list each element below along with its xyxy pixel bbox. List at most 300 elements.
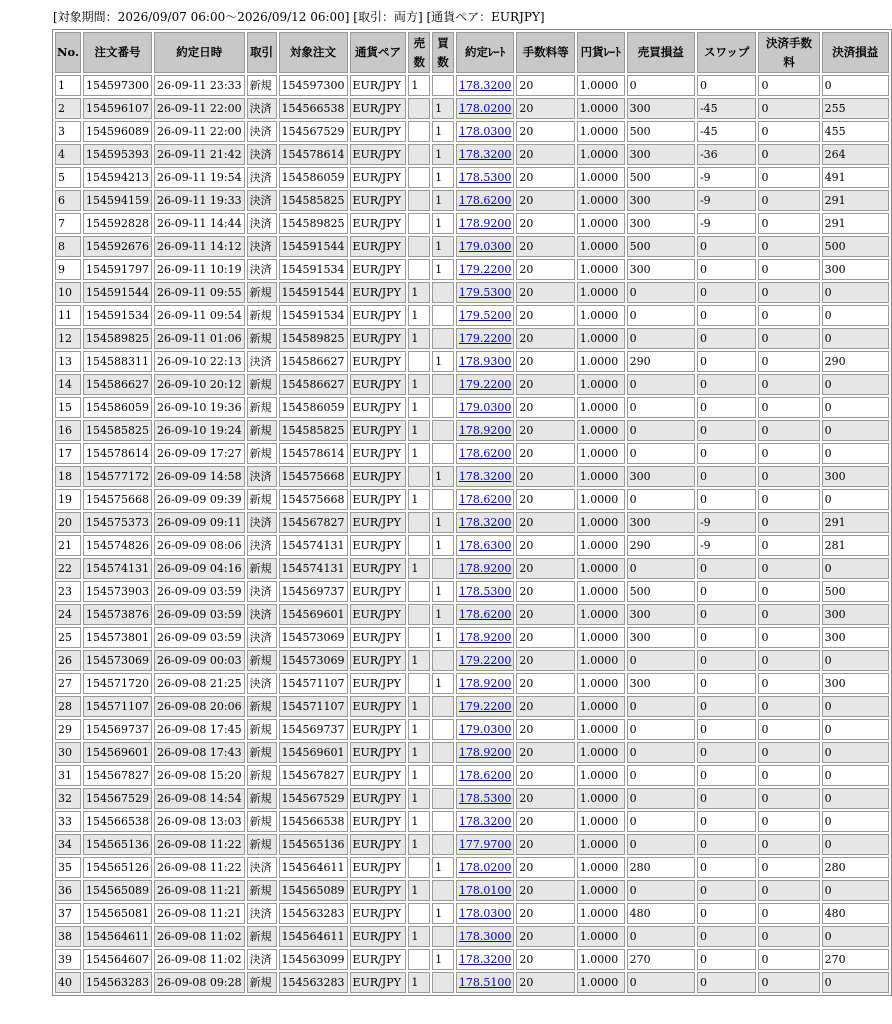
cell-no: 11 (55, 305, 81, 326)
cell-exec-datetime: 26-09-09 03:59 (154, 604, 245, 625)
cell-sell-qty: 1 (408, 328, 430, 349)
exec-rate-link[interactable]: 178.9200 (458, 424, 512, 437)
col-header-buy-qty: 買数 (432, 32, 454, 73)
exec-rate-link[interactable]: 179.0300 (458, 401, 512, 414)
cell-exec-datetime: 26-09-11 23:33 (154, 75, 245, 96)
exec-rate-link[interactable]: 178.0200 (458, 861, 512, 874)
cell-settle-pl: 0 (822, 696, 889, 717)
cell-exec-rate (456, 535, 515, 556)
cell-trade-type: 決済 (247, 627, 277, 648)
exec-rate-link[interactable]: 179.2200 (458, 378, 512, 391)
cell-swap: -9 (697, 535, 757, 556)
col-header-no: No. (55, 32, 81, 73)
cell-jpy-rate: 1.0000 (577, 811, 625, 832)
cell-swap: 0 (697, 972, 757, 993)
cell-settle-pl: 270 (822, 949, 889, 970)
cell-trade-type: 決済 (247, 144, 277, 165)
cell-sell-qty: 1 (408, 397, 430, 418)
table-row (55, 121, 889, 142)
table-row (55, 834, 889, 855)
exec-rate-link[interactable]: 178.3200 (458, 79, 512, 92)
cell-fees: 20 (516, 167, 574, 188)
cell-trade-type: 新規 (247, 75, 277, 96)
cell-swap: 0 (697, 788, 757, 809)
exec-rate-link[interactable]: 178.9300 (458, 355, 512, 368)
table-row (55, 213, 889, 234)
cell-currency-pair: EUR/JPY (350, 351, 407, 372)
cell-settle-pl: 0 (822, 443, 889, 464)
cell-sell-qty (408, 121, 430, 142)
cell-jpy-rate: 1.0000 (577, 742, 625, 763)
exec-rate-link[interactable]: 179.2200 (458, 332, 512, 345)
cell-order-id: 154575373 (83, 512, 152, 533)
cell-fees: 20 (516, 650, 574, 671)
cell-buy-qty: 1 (432, 627, 454, 648)
cell-no: 13 (55, 351, 81, 372)
cell-trade-pl: 0 (627, 742, 695, 763)
cell-currency-pair: EUR/JPY (350, 581, 407, 602)
exec-rate-link[interactable]: 178.9200 (458, 677, 512, 690)
exec-rate-link[interactable]: 178.6200 (458, 447, 512, 460)
cell-currency-pair: EUR/JPY (350, 926, 407, 947)
cell-target-order: 154591534 (279, 305, 348, 326)
cell-jpy-rate: 1.0000 (577, 305, 625, 326)
cell-settle-pl: 300 (822, 604, 889, 625)
cell-order-id: 154565126 (83, 857, 152, 878)
cell-settle-pl: 0 (822, 420, 889, 441)
cell-exec-datetime: 26-09-11 10:19 (154, 259, 245, 280)
cell-buy-qty: 1 (432, 512, 454, 533)
exec-rate-link[interactable]: 178.0200 (458, 102, 512, 115)
cell-target-order: 154569737 (279, 581, 348, 602)
cell-fees: 20 (516, 282, 574, 303)
cell-exec-datetime: 26-09-09 03:59 (154, 581, 245, 602)
cell-fees: 20 (516, 788, 574, 809)
exec-rate-link[interactable]: 178.3200 (458, 815, 512, 828)
cell-settle-pl: 480 (822, 903, 889, 924)
cell-swap: -45 (697, 121, 757, 142)
table-row (55, 811, 889, 832)
cell-fees: 20 (516, 75, 574, 96)
table-row (55, 167, 889, 188)
cell-order-id: 154563283 (83, 972, 152, 993)
cell-trade-type: 決済 (247, 236, 277, 257)
cell-jpy-rate: 1.0000 (577, 144, 625, 165)
cell-buy-qty: 1 (432, 604, 454, 625)
exec-rate-link[interactable]: 179.2200 (458, 263, 512, 276)
exec-rate-link[interactable]: 178.0300 (458, 907, 512, 920)
cell-buy-qty: 1 (432, 351, 454, 372)
cell-currency-pair: EUR/JPY (350, 98, 407, 119)
cell-currency-pair: EUR/JPY (350, 880, 407, 901)
exec-rate-link[interactable]: 177.9700 (458, 838, 512, 851)
table-row (55, 926, 889, 947)
cell-settle-pl: 500 (822, 236, 889, 257)
cell-currency-pair: EUR/JPY (350, 788, 407, 809)
cell-order-id: 154594159 (83, 190, 152, 211)
table-row (55, 512, 889, 533)
cell-buy-qty: 1 (432, 903, 454, 924)
cell-order-id: 154574826 (83, 535, 152, 556)
cell-exec-datetime: 26-09-08 20:06 (154, 696, 245, 717)
cell-no: 6 (55, 190, 81, 211)
cell-order-id: 154571720 (83, 673, 152, 694)
cell-jpy-rate: 1.0000 (577, 259, 625, 280)
cell-sell-qty: 1 (408, 696, 430, 717)
cell-settle-fee: 0 (758, 811, 819, 832)
cell-jpy-rate: 1.0000 (577, 926, 625, 947)
cell-exec-datetime: 26-09-10 22:13 (154, 351, 245, 372)
cell-swap: 0 (697, 834, 757, 855)
cell-exec-datetime: 26-09-09 17:27 (154, 443, 245, 464)
cell-sell-qty: 1 (408, 558, 430, 579)
cell-trade-pl: 0 (627, 75, 695, 96)
cell-no: 28 (55, 696, 81, 717)
cell-exec-datetime: 26-09-08 15:20 (154, 765, 245, 786)
cell-settle-fee: 0 (758, 627, 819, 648)
cell-trade-type: 決済 (247, 604, 277, 625)
exec-rate-link[interactable]: 179.5300 (458, 286, 512, 299)
cell-exec-rate (456, 765, 515, 786)
cell-sell-qty: 1 (408, 719, 430, 740)
exec-rate-link[interactable]: 178.9200 (458, 562, 512, 575)
cell-target-order: 154567827 (279, 765, 348, 786)
cell-exec-rate (456, 719, 515, 740)
cell-exec-datetime: 26-09-11 19:33 (154, 190, 245, 211)
exec-rate-link[interactable]: 178.6200 (458, 194, 512, 207)
cell-jpy-rate: 1.0000 (577, 903, 625, 924)
cell-order-id: 154567529 (83, 788, 152, 809)
cell-sell-qty: 1 (408, 811, 430, 832)
filter-summary: [対象期間：2026/09/07 06:00〜2026/09/12 06:00] [取引：両方] [通貨ペア：EURJPY] (53, 10, 545, 24)
col-header-trade-pl: 売買損益 (627, 32, 695, 73)
cell-exec-datetime: 26-09-08 17:43 (154, 742, 245, 763)
cell-exec-rate (456, 98, 515, 119)
table-row (55, 604, 889, 625)
cell-settle-fee: 0 (758, 443, 819, 464)
cell-jpy-rate: 1.0000 (577, 581, 625, 602)
table-row (55, 259, 889, 280)
cell-currency-pair: EUR/JPY (350, 834, 407, 855)
cell-swap: -36 (697, 144, 757, 165)
cell-trade-pl: 0 (627, 972, 695, 993)
cell-jpy-rate: 1.0000 (577, 834, 625, 855)
cell-order-id: 154592676 (83, 236, 152, 257)
exec-rate-link[interactable]: 179.2200 (458, 654, 512, 667)
cell-no: 27 (55, 673, 81, 694)
cell-target-order: 154591544 (279, 282, 348, 303)
cell-swap: 0 (697, 466, 757, 487)
cell-trade-type: 新規 (247, 765, 277, 786)
cell-jpy-rate: 1.0000 (577, 466, 625, 487)
cell-trade-pl: 0 (627, 328, 695, 349)
cell-no: 20 (55, 512, 81, 533)
cell-exec-datetime: 26-09-11 21:42 (154, 144, 245, 165)
cell-trade-pl: 300 (627, 627, 695, 648)
cell-sell-qty: 1 (408, 880, 430, 901)
cell-settle-fee: 0 (758, 742, 819, 763)
cell-sell-qty (408, 581, 430, 602)
cell-sell-qty: 1 (408, 972, 430, 993)
cell-sell-qty (408, 351, 430, 372)
cell-exec-rate (456, 696, 515, 717)
exec-rate-link[interactable]: 178.5300 (458, 792, 512, 805)
cell-exec-rate (456, 213, 515, 234)
cell-jpy-rate: 1.0000 (577, 558, 625, 579)
exec-rate-link[interactable]: 178.9200 (458, 217, 512, 230)
cell-target-order: 154586627 (279, 374, 348, 395)
table-row (55, 144, 889, 165)
cell-fees: 20 (516, 236, 574, 257)
table-row (55, 374, 889, 395)
cell-currency-pair: EUR/JPY (350, 213, 407, 234)
cell-currency-pair: EUR/JPY (350, 673, 407, 694)
cell-trade-type: 決済 (247, 466, 277, 487)
cell-buy-qty: 1 (432, 535, 454, 556)
cell-currency-pair: EUR/JPY (350, 719, 407, 740)
cell-settle-fee: 0 (758, 75, 819, 96)
table-row (55, 282, 889, 303)
cell-currency-pair: EUR/JPY (350, 282, 407, 303)
cell-exec-datetime: 26-09-09 14:58 (154, 466, 245, 487)
cell-trade-pl: 300 (627, 512, 695, 533)
cell-order-id: 154596107 (83, 98, 152, 119)
cell-exec-rate (456, 627, 515, 648)
cell-buy-qty (432, 834, 454, 855)
cell-jpy-rate: 1.0000 (577, 949, 625, 970)
cell-jpy-rate: 1.0000 (577, 282, 625, 303)
cell-swap: 0 (697, 305, 757, 326)
cell-fees: 20 (516, 98, 574, 119)
cell-no: 9 (55, 259, 81, 280)
cell-trade-type: 新規 (247, 742, 277, 763)
cell-settle-pl: 291 (822, 512, 889, 533)
cell-settle-pl: 0 (822, 75, 889, 96)
cell-fees: 20 (516, 374, 574, 395)
cell-target-order: 154591534 (279, 259, 348, 280)
cell-fees: 20 (516, 443, 574, 464)
table-row (55, 397, 889, 418)
exec-rate-link[interactable]: 178.3000 (458, 930, 512, 943)
cell-no: 15 (55, 397, 81, 418)
cell-no: 3 (55, 121, 81, 142)
cell-swap: 0 (697, 604, 757, 625)
cell-buy-qty (432, 926, 454, 947)
table-row (55, 190, 889, 211)
cell-exec-datetime: 26-09-10 19:24 (154, 420, 245, 441)
cell-trade-pl: 0 (627, 489, 695, 510)
cell-swap: 0 (697, 351, 757, 372)
cell-jpy-rate: 1.0000 (577, 857, 625, 878)
exec-rate-link[interactable]: 178.3200 (458, 148, 512, 161)
cell-fees: 20 (516, 811, 574, 832)
cell-no: 29 (55, 719, 81, 740)
cell-target-order: 154571107 (279, 673, 348, 694)
cell-target-order: 154563283 (279, 903, 348, 924)
cell-fees: 20 (516, 466, 574, 487)
cell-swap: 0 (697, 650, 757, 671)
cell-trade-pl: 500 (627, 236, 695, 257)
cell-settle-fee: 0 (758, 351, 819, 372)
cell-trade-type: 新規 (247, 420, 277, 441)
cell-swap: 0 (697, 719, 757, 740)
cell-no: 21 (55, 535, 81, 556)
cell-buy-qty (432, 489, 454, 510)
exec-rate-link[interactable]: 178.6200 (458, 769, 512, 782)
table-row (55, 788, 889, 809)
cell-order-id: 154564607 (83, 949, 152, 970)
cell-swap: 0 (697, 374, 757, 395)
cell-exec-rate (456, 834, 515, 855)
exec-rate-link[interactable]: 178.3200 (458, 953, 512, 966)
cell-sell-qty: 1 (408, 788, 430, 809)
cell-target-order: 154567529 (279, 121, 348, 142)
cell-exec-rate (456, 190, 515, 211)
exec-rate-link[interactable]: 179.0300 (458, 240, 512, 253)
cell-settle-pl: 0 (822, 282, 889, 303)
exec-rate-link[interactable]: 178.3200 (458, 470, 512, 483)
cell-order-id: 154596089 (83, 121, 152, 142)
exec-rate-link[interactable]: 178.9200 (458, 746, 512, 759)
cell-currency-pair: EUR/JPY (350, 374, 407, 395)
cell-target-order: 154574131 (279, 535, 348, 556)
cell-trade-pl: 0 (627, 443, 695, 464)
cell-exec-rate (456, 466, 515, 487)
cell-sell-qty (408, 167, 430, 188)
cell-settle-pl: 290 (822, 351, 889, 372)
exec-rate-link[interactable]: 178.5100 (458, 976, 512, 989)
cell-settle-pl: 0 (822, 558, 889, 579)
cell-exec-datetime: 26-09-11 14:44 (154, 213, 245, 234)
cell-settle-fee: 0 (758, 190, 819, 211)
cell-jpy-rate: 1.0000 (577, 397, 625, 418)
cell-settle-fee: 0 (758, 328, 819, 349)
cell-swap: 0 (697, 558, 757, 579)
table-row (55, 972, 889, 993)
cell-exec-rate (456, 558, 515, 579)
exec-rate-link[interactable]: 178.5300 (458, 171, 512, 184)
cell-trade-pl: 280 (627, 857, 695, 878)
cell-sell-qty (408, 604, 430, 625)
cell-settle-fee: 0 (758, 581, 819, 602)
cell-target-order: 154569737 (279, 719, 348, 740)
cell-settle-fee: 0 (758, 673, 819, 694)
cell-order-id: 154573069 (83, 650, 152, 671)
exec-rate-link[interactable]: 178.6200 (458, 493, 512, 506)
exec-rate-link[interactable]: 178.6300 (458, 539, 512, 552)
cell-exec-datetime: 26-09-08 13:03 (154, 811, 245, 832)
cell-currency-pair: EUR/JPY (350, 190, 407, 211)
cell-buy-qty: 1 (432, 949, 454, 970)
cell-sell-qty: 1 (408, 765, 430, 786)
cell-sell-qty (408, 98, 430, 119)
cell-settle-fee: 0 (758, 236, 819, 257)
cell-buy-qty (432, 719, 454, 740)
cell-fees: 20 (516, 765, 574, 786)
cell-jpy-rate: 1.0000 (577, 121, 625, 142)
cell-target-order: 154589825 (279, 328, 348, 349)
cell-swap: 0 (697, 696, 757, 717)
cell-no: 19 (55, 489, 81, 510)
cell-currency-pair: EUR/JPY (350, 604, 407, 625)
cell-trade-pl: 0 (627, 558, 695, 579)
cell-swap: 0 (697, 236, 757, 257)
exec-rate-link[interactable]: 178.0300 (458, 125, 512, 138)
cell-currency-pair: EUR/JPY (350, 328, 407, 349)
cell-no: 4 (55, 144, 81, 165)
cell-no: 37 (55, 903, 81, 924)
cell-exec-datetime: 26-09-10 20:12 (154, 374, 245, 395)
cell-exec-rate (456, 857, 515, 878)
cell-buy-qty (432, 443, 454, 464)
cell-buy-qty (432, 374, 454, 395)
exec-rate-link[interactable]: 179.5200 (458, 309, 512, 322)
cell-sell-qty (408, 236, 430, 257)
cell-buy-qty: 1 (432, 466, 454, 487)
exec-rate-link[interactable]: 179.0300 (458, 723, 512, 736)
cell-no: 33 (55, 811, 81, 832)
exec-rate-link[interactable]: 178.5300 (458, 585, 512, 598)
cell-settle-pl: 291 (822, 213, 889, 234)
cell-order-id: 154578614 (83, 443, 152, 464)
cell-trade-pl: 0 (627, 788, 695, 809)
cell-currency-pair: EUR/JPY (350, 650, 407, 671)
cell-exec-rate (456, 811, 515, 832)
cell-sell-qty (408, 535, 430, 556)
cell-no: 8 (55, 236, 81, 257)
cell-exec-rate (456, 144, 515, 165)
cell-trade-type: 新規 (247, 328, 277, 349)
cell-target-order: 154586059 (279, 397, 348, 418)
cell-fees: 20 (516, 144, 574, 165)
cell-swap: -45 (697, 98, 757, 119)
cell-no: 16 (55, 420, 81, 441)
cell-jpy-rate: 1.0000 (577, 443, 625, 464)
cell-sell-qty: 1 (408, 650, 430, 671)
cell-currency-pair: EUR/JPY (350, 443, 407, 464)
cell-buy-qty (432, 558, 454, 579)
cell-buy-qty: 1 (432, 121, 454, 142)
cell-fees: 20 (516, 719, 574, 740)
cell-jpy-rate: 1.0000 (577, 535, 625, 556)
exec-rate-link[interactable]: 178.3200 (458, 516, 512, 529)
cell-settle-fee: 0 (758, 282, 819, 303)
cell-trade-type: 決済 (247, 351, 277, 372)
cell-settle-fee: 0 (758, 420, 819, 441)
exec-rate-link[interactable]: 178.9200 (458, 631, 512, 644)
cell-settle-pl: 0 (822, 305, 889, 326)
cell-fees: 20 (516, 512, 574, 533)
exec-rate-link[interactable]: 179.2200 (458, 700, 512, 713)
exec-rate-link[interactable]: 178.6200 (458, 608, 512, 621)
cell-target-order: 154597300 (279, 75, 348, 96)
cell-trade-pl: 300 (627, 144, 695, 165)
cell-buy-qty (432, 420, 454, 441)
cell-settle-pl: 0 (822, 742, 889, 763)
cell-trade-pl: 500 (627, 581, 695, 602)
cell-settle-fee: 0 (758, 788, 819, 809)
cell-exec-rate (456, 443, 515, 464)
cell-exec-datetime: 26-09-11 22:00 (154, 98, 245, 119)
cell-settle-pl: 300 (822, 673, 889, 694)
cell-no: 10 (55, 282, 81, 303)
cell-trade-pl: 300 (627, 213, 695, 234)
cell-exec-datetime: 26-09-08 11:22 (154, 857, 245, 878)
cell-buy-qty: 1 (432, 144, 454, 165)
cell-fees: 20 (516, 190, 574, 211)
exec-rate-link[interactable]: 178.0100 (458, 884, 512, 897)
cell-fees: 20 (516, 259, 574, 280)
